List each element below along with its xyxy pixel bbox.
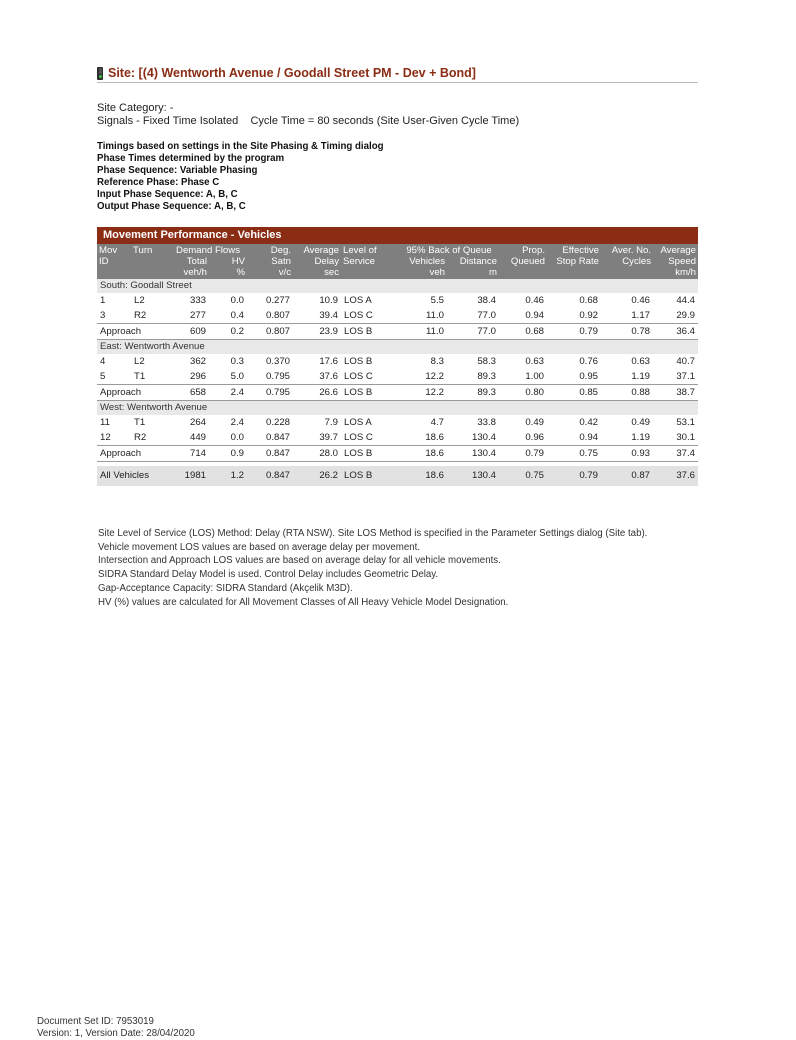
table-cell: 0.847: [247, 446, 293, 462]
table-cell: 0.847: [247, 466, 293, 486]
table-cell: 37.1: [676, 371, 696, 382]
table-cell: 0.847: [266, 432, 291, 443]
table-cell: LOS B: [341, 324, 399, 340]
table-cell: 11.0: [399, 324, 447, 340]
col-deg-satn: Deg.: [270, 245, 292, 256]
col-los: Level of: [343, 245, 377, 256]
table-cell: T1: [134, 371, 146, 382]
table-body: [97, 279, 698, 486]
col-eff-stop-rate: Effective: [562, 245, 600, 256]
table-cell: 28.0: [293, 446, 341, 462]
document-footer: [37, 1016, 195, 1040]
table-cell: 2.4: [209, 385, 247, 401]
table-cell: 0.63: [525, 356, 545, 367]
table-cell: 658: [169, 385, 209, 401]
table-cell: 0.68: [499, 324, 547, 340]
table-cell: 264: [189, 417, 206, 428]
table-cell: 26.2: [293, 466, 341, 486]
table-row: [97, 430, 698, 446]
table-cell: 3: [100, 310, 106, 321]
table-cell: 44.4: [676, 295, 696, 306]
table-cell: 11: [100, 417, 110, 428]
table-cell: 714: [169, 446, 209, 462]
table-cell: Approach: [97, 446, 169, 462]
table-cell: 0.49: [525, 417, 545, 428]
table-cell: 38.4: [477, 295, 497, 306]
table-cell: 0.42: [579, 417, 599, 428]
col-total: Total: [186, 256, 207, 267]
movement-performance-table: [97, 227, 698, 486]
table-cell: 58.3: [477, 356, 497, 367]
table-cell: 0.46: [631, 295, 651, 306]
col-demand-flows: Demand Flows: [176, 245, 240, 256]
table-cell: R2: [134, 310, 147, 321]
table-cell: 449: [189, 432, 206, 443]
table-cell: 0.46: [525, 295, 545, 306]
approach-row: [97, 324, 698, 340]
table-cell: 0.94: [525, 310, 545, 321]
table-cell: 1.19: [631, 432, 651, 443]
note-line: HV (%) values are calculated for All Movement Classes of All Heavy Vehicle Model Designation.: [98, 596, 509, 608]
table-cell: R2: [134, 432, 147, 443]
table-cell: 39.4: [319, 310, 339, 321]
table-cell: LOS B: [341, 466, 399, 486]
table-cell: 18.6: [425, 432, 445, 443]
table-cell: 23.9: [293, 324, 341, 340]
section-label: East: Wentworth Avenue: [97, 340, 698, 355]
section-row: [97, 340, 698, 355]
timing-line: Reference Phase: Phase C: [97, 177, 220, 188]
all-vehicles-row: [97, 466, 698, 486]
table-row: [97, 293, 698, 308]
performance-table: [97, 244, 698, 486]
table-cell: 0.228: [266, 417, 291, 428]
table-cell: LOS C: [344, 432, 373, 443]
table-cell: 362: [189, 356, 206, 367]
table-cell: 0.277: [266, 295, 291, 306]
notes-block: [98, 527, 647, 609]
table-cell: 0.80: [499, 385, 547, 401]
table-cell: 77.0: [447, 324, 499, 340]
col-avg-speed-unit: km/h: [675, 267, 697, 278]
table-cell: 0.795: [247, 385, 293, 401]
table-cell: LOS B: [344, 356, 373, 367]
table-cell: 18.6: [399, 466, 447, 486]
table-cell: All Vehicles: [97, 466, 169, 486]
table-cell: L2: [134, 295, 145, 306]
table-cell: 1.19: [631, 371, 651, 382]
site-info: [97, 102, 519, 128]
table-cell: 0.96: [525, 432, 545, 443]
table-cell: 0.85: [547, 385, 601, 401]
table-cell: 0.49: [631, 417, 651, 428]
col-aver-no-cycles-2: Cycles: [622, 256, 652, 267]
table-cell: LOS A: [344, 417, 372, 428]
timing-line: Phase Times determined by the program: [97, 153, 285, 164]
col-deg-satn-unit: v/c: [278, 267, 292, 278]
table-row: [97, 354, 698, 369]
table-cell: 11.0: [426, 310, 445, 321]
table-cell: 5.5: [430, 295, 445, 306]
section-label: West: Wentworth Avenue: [97, 401, 698, 416]
table-cell: 130.4: [447, 466, 499, 486]
table-cell: 12.2: [425, 371, 445, 382]
col-hv-unit: %: [236, 267, 246, 278]
table-cell: 36.4: [653, 324, 698, 340]
table-cell: 1.00: [525, 371, 545, 382]
table-cell: 10.9: [319, 295, 339, 306]
doc-set-id: Document Set ID: 7953019: [37, 1016, 154, 1027]
table-cell: 12.2: [399, 385, 447, 401]
table-cell: 17.6: [319, 356, 339, 367]
table-cell: 18.6: [399, 446, 447, 462]
col-distance: Distance: [459, 256, 498, 267]
timings-block: [97, 141, 384, 213]
table-row: [97, 308, 698, 324]
table-cell: 89.3: [477, 371, 497, 382]
table-cell: 26.6: [293, 385, 341, 401]
site-title-text: Site: [(4) Wentworth Avenue / Goodall Street PM - Dev + Bond]: [108, 66, 476, 80]
table-cell: Approach: [97, 385, 169, 401]
signals-info: Signals - Fixed Time Isolated Cycle Time = 80 seconds (Site User-Given Cycle Time): [97, 115, 520, 127]
timing-line: Phase Sequence: Variable Phasing: [97, 165, 258, 176]
table-cell: 0.95: [579, 371, 599, 382]
section-label: South: Goodall Street: [97, 279, 698, 293]
table-cell: 12: [100, 432, 111, 443]
table-cell: 0.68: [579, 295, 599, 306]
table-cell: 0.79: [499, 446, 547, 462]
col-prop-queued-2: Queued: [510, 256, 546, 267]
table-cell: 39.7: [319, 432, 339, 443]
table-cell: 0.78: [601, 324, 653, 340]
table-title: Movement Performance - Vehicles: [97, 227, 698, 244]
col-deg-satn-2: Satn: [271, 256, 292, 267]
table-cell: 4.7: [430, 417, 445, 428]
table-row: [97, 415, 698, 430]
table-cell: 2.4: [230, 417, 245, 428]
table-cell: 37.4: [653, 446, 698, 462]
table-cell: LOS C: [344, 371, 373, 382]
table-cell: 5.0: [230, 371, 245, 382]
table-cell: T1: [134, 417, 146, 428]
col-aver-no-cycles: Aver. No.: [611, 245, 652, 256]
timing-line: Input Phase Sequence: A, B, C: [97, 189, 238, 200]
approach-row: [97, 385, 698, 401]
table-cell: 130.4: [472, 432, 497, 443]
table-cell: 0.94: [579, 432, 599, 443]
table-cell: 5: [100, 371, 106, 382]
table-cell: L2: [134, 356, 145, 367]
table-cell: 0.807: [247, 324, 293, 340]
col-eff-stop-rate-2: Stop Rate: [556, 256, 600, 267]
table-cell: 33.8: [477, 417, 497, 428]
site-title: [97, 66, 698, 83]
col-hv: HV: [231, 256, 246, 267]
table-cell: 1981: [169, 466, 209, 486]
table-cell: 0.9: [209, 446, 247, 462]
table-cell: LOS C: [344, 310, 373, 321]
note-line: Gap-Acceptance Capacity: SIDRA Standard (Akçelik M3D).: [98, 582, 353, 594]
table-cell: 0.92: [579, 310, 599, 321]
note-line: Vehicle movement LOS values are based on average delay per movement.: [98, 541, 421, 553]
table-cell: 0.0: [230, 432, 245, 443]
note-line: Intersection and Approach LOS values are based on average delay for all vehicle movements.: [98, 555, 501, 567]
approach-row: [97, 446, 698, 462]
col-back-of-queue: 95% Back of Queue: [406, 245, 492, 256]
section-row: [97, 401, 698, 416]
table-cell: 0.63: [631, 356, 651, 367]
table-cell: 0.370: [266, 356, 291, 367]
table-cell: 1: [100, 295, 106, 306]
table-cell: 40.7: [676, 356, 696, 367]
table-cell: LOS A: [344, 295, 372, 306]
table-cell: 0.75: [499, 466, 547, 486]
col-avg-delay-unit: sec: [324, 267, 340, 278]
note-line: Site Level of Service (LOS) Method: Delay (RTA NSW). Site LOS Method is specified in the Parameter Settings dialog (Site tab).: [98, 528, 648, 539]
table-cell: LOS B: [341, 446, 399, 462]
table-cell: 0.76: [579, 356, 599, 367]
traffic-signal-icon: [97, 67, 103, 80]
table-cell: 130.4: [447, 446, 499, 462]
table-cell: 7.9: [324, 417, 339, 428]
table-cell: 0.0: [230, 295, 245, 306]
table-row: [97, 369, 698, 385]
table-cell: 0.87: [601, 466, 653, 486]
col-vehicles-unit: veh: [429, 267, 446, 278]
table-cell: 0.4: [230, 310, 245, 321]
site-category: Site Category: -: [97, 102, 174, 114]
table-cell: 4: [100, 356, 106, 367]
col-mov: Mov: [99, 245, 118, 256]
table-cell: 609: [169, 324, 209, 340]
col-prop-queued: Prop.: [522, 245, 546, 256]
table-cell: 0.795: [266, 371, 291, 382]
table-cell: LOS B: [341, 385, 399, 401]
table-cell: 0.88: [601, 385, 653, 401]
table-cell: 0.2: [209, 324, 247, 340]
table-cell: 29.9: [676, 310, 696, 321]
table-cell: Approach: [97, 324, 169, 340]
table-cell: 37.6: [653, 466, 698, 486]
col-los-2: Service: [343, 256, 376, 267]
table-cell: 296: [189, 371, 206, 382]
table-cell: 37.6: [319, 371, 339, 382]
section-row: [97, 279, 698, 293]
table-cell: 1.17: [631, 310, 651, 321]
col-mov-2: ID: [99, 256, 109, 267]
col-avg-speed: Average: [660, 245, 697, 256]
col-turn: Turn: [133, 245, 153, 256]
table-cell: 38.7: [653, 385, 698, 401]
table-cell: 333: [189, 295, 206, 306]
col-avg-delay-2: Delay: [314, 256, 340, 267]
table-cell: 30.1: [676, 432, 696, 443]
table-cell: 89.3: [447, 385, 499, 401]
table-cell: 53.1: [676, 417, 696, 428]
timing-line: Output Phase Sequence: A, B, C: [97, 201, 246, 212]
col-vehicles: Vehicles: [409, 256, 446, 267]
table-cell: 0.3: [230, 356, 245, 367]
col-avg-delay: Average: [303, 245, 340, 256]
table-cell: 0.75: [547, 446, 601, 462]
table-cell: 277: [189, 310, 206, 321]
table-cell: 77.0: [477, 310, 497, 321]
col-distance-unit: m: [489, 267, 498, 278]
table-cell: 0.93: [601, 446, 653, 462]
version-info: Version: 1, Version Date: 28/04/2020: [37, 1028, 195, 1039]
col-total-unit: veh/h: [183, 267, 207, 278]
table-cell: 0.79: [547, 324, 601, 340]
col-avg-speed-2: Speed: [668, 256, 697, 267]
table-cell: 0.79: [547, 466, 601, 486]
table-cell: 1.2: [209, 466, 247, 486]
table-cell: 8.3: [430, 356, 445, 367]
timing-line: Timings based on settings in the Site Phasing & Timing dialog: [97, 141, 384, 152]
table-cell: 0.807: [266, 310, 291, 321]
note-line: SIDRA Standard Delay Model is used. Control Delay includes Geometric Delay.: [98, 569, 439, 581]
